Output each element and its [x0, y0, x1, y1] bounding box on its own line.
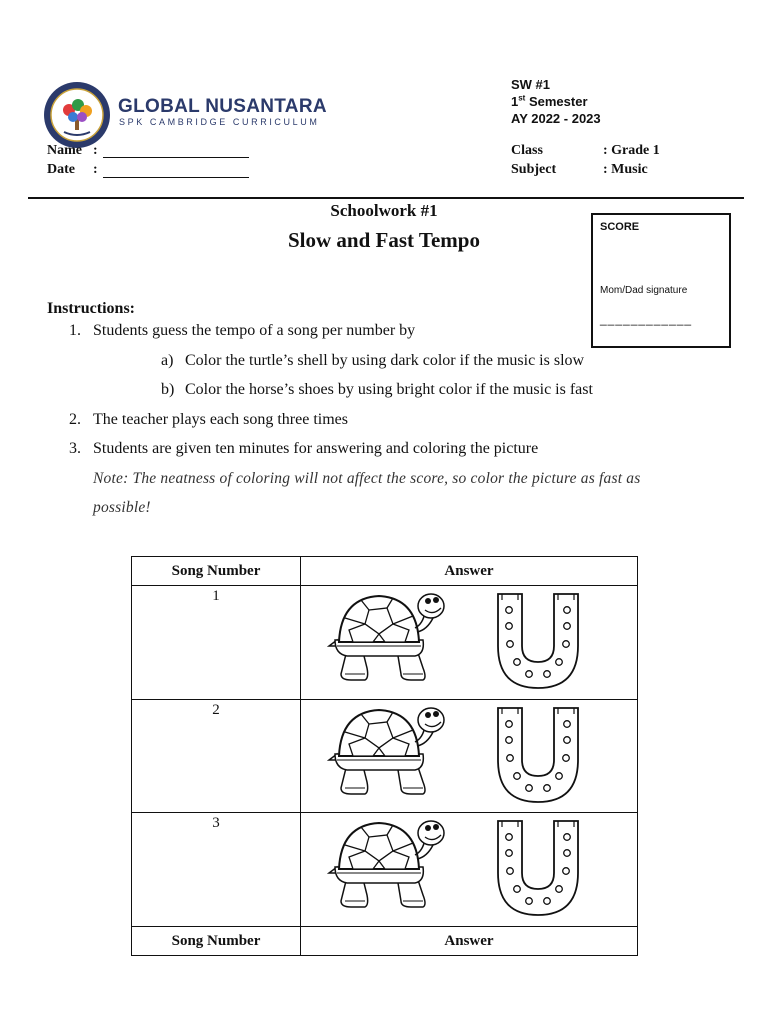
table-header-row: [132, 557, 638, 586]
class-value: : Grade 1: [603, 143, 660, 158]
subject-label: Subject: [511, 162, 557, 177]
instruction-text: Students are given ten minutes for answering and coloring the picture: [93, 440, 539, 457]
worksheet-title: Slow and Fast Tempo: [288, 228, 480, 252]
column-header-answer: Answer: [301, 557, 638, 586]
song-number: 3: [132, 813, 301, 927]
note-line-2: possible!: [93, 499, 151, 516]
semester-suffix: st: [518, 93, 526, 103]
signature-label: Mom/Dad signature: [600, 285, 688, 296]
score-label: SCORE: [600, 221, 640, 233]
answer-cell: [301, 813, 638, 927]
semester-number: 1: [511, 94, 519, 109]
instruction-item: [69, 322, 415, 340]
instruction-text: Students guess the tempo of a song per number by: [93, 322, 416, 339]
answer-cell: [301, 700, 638, 813]
semester-word: Semester: [525, 94, 588, 109]
academic-year: AY 2022 - 2023: [511, 111, 601, 126]
horseshoe-icon[interactable]: [468, 815, 608, 921]
date-colon: :: [93, 162, 98, 177]
song-number: 2: [132, 700, 301, 813]
instruction-number: 2.: [69, 411, 81, 428]
column-header-song: Song Number: [132, 557, 301, 586]
table-row: [132, 700, 638, 813]
horseshoe-icon[interactable]: [468, 588, 608, 694]
name-colon: :: [93, 143, 98, 158]
turtle-icon[interactable]: [327, 815, 445, 919]
song-number: 1: [132, 586, 301, 700]
signature-line[interactable]: ____________: [600, 312, 693, 326]
class-label: Class: [511, 143, 543, 158]
semester: [511, 94, 588, 109]
table-footer-row: [132, 927, 638, 956]
instruction-number: b): [161, 381, 175, 398]
header-divider: [28, 197, 744, 199]
answer-cell: [301, 586, 638, 700]
instruction-number: 3.: [69, 440, 81, 457]
note-line-1: Note: The neatness of coloring will not affect the score, so color the picture as fast as: [93, 470, 641, 487]
score-box: [591, 213, 731, 348]
worksheet-subtitle: Schoolwork #1: [330, 201, 438, 220]
instruction-text: Color the turtle’s shell by using dark color if the music is slow: [185, 352, 585, 369]
subject-value: : Music: [603, 162, 648, 177]
name-label: Name: [47, 143, 82, 158]
schoolwork-code: SW #1: [511, 77, 551, 92]
instruction-subitem: [161, 352, 584, 370]
table-row: [132, 586, 638, 700]
instructions-heading: Instructions:: [47, 300, 136, 317]
instruction-item: [69, 411, 348, 429]
instruction-item: [69, 440, 538, 458]
instruction-text: Color the horse’s shoes by using bright color if the music is fast: [185, 381, 593, 398]
instruction-subitem: [161, 381, 593, 399]
instruction-text: The teacher plays each song three times: [93, 411, 348, 428]
instruction-number: a): [161, 352, 174, 369]
instruction-number: 1.: [69, 322, 81, 339]
footer-song: Song Number: [132, 927, 301, 956]
horseshoe-icon[interactable]: [468, 702, 608, 808]
name-field[interactable]: [103, 143, 249, 158]
school-curriculum: SPK CAMBRIDGE CURRICULUM: [119, 117, 320, 127]
answer-table: [131, 556, 638, 956]
table-row: [132, 813, 638, 927]
turtle-icon[interactable]: [327, 702, 445, 806]
turtle-icon[interactable]: [327, 588, 445, 692]
date-label: Date: [47, 162, 75, 177]
footer-answer: Answer: [301, 927, 638, 956]
school-logo-seal: [42, 80, 112, 150]
school-name: GLOBAL NUSANTARA: [118, 96, 327, 117]
date-field[interactable]: [103, 163, 249, 178]
